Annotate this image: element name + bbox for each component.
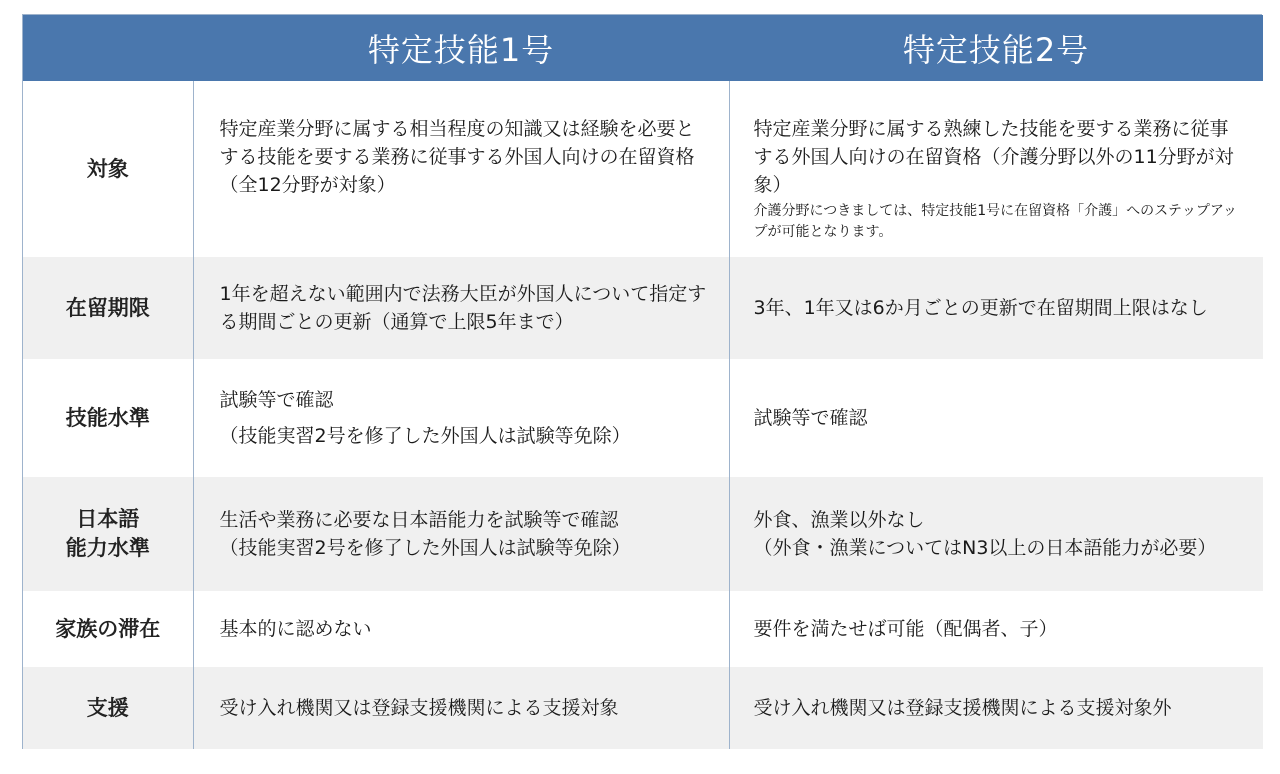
cell-text: 特定産業分野に属する熟練した技能を要する業務に従事する外国人向けの在留資格（介護分野以外の11分野が対象） — [753, 118, 1234, 196]
row-label-period: 在留期限 — [23, 257, 193, 359]
row-label-support: 支援 — [23, 667, 193, 749]
row-label-line-2: 能力水準 — [65, 536, 150, 560]
cell-skill-level-2 — [729, 359, 1263, 477]
cell-text: 受け入れ機関又は登録支援機関による支援対象 — [219, 697, 619, 719]
cell-family-1 — [193, 591, 729, 667]
table-row — [23, 667, 1263, 749]
cell-text-line-2: （外食・漁業についてはN3以上の日本語能力が必要） — [753, 537, 1217, 559]
cell-period-1 — [193, 257, 729, 359]
cell-japanese-level-2 — [729, 477, 1263, 591]
cell-note: 介護分野につきましては、特定技能1号に在留資格「介護」へのステップアップが可能となります。 — [753, 203, 1237, 240]
row-label-skill-level: 技能水準 — [23, 359, 193, 477]
comparison-table — [22, 14, 1262, 749]
row-label-target: 対象 — [23, 81, 193, 257]
row-label-family: 家族の滞在 — [23, 591, 193, 667]
table-header — [23, 15, 1263, 81]
cell-support-2 — [729, 667, 1263, 749]
cell-text-line-1: 試験等で確認 — [219, 389, 334, 411]
cell-text: 基本的に認めない — [219, 618, 372, 640]
table-row — [23, 81, 1263, 257]
header-corner — [23, 15, 193, 81]
cell-text-line-1: 生活や業務に必要な日本語能力を試験等で確認 — [219, 509, 619, 531]
cell-text: 要件を満たせば可能（配偶者、子） — [753, 618, 1058, 640]
cell-text: 1年を超えない範囲内で法務大臣が外国人について指定する期間ごとの更新（通算で上限5年まで） — [219, 283, 707, 333]
cell-support-1 — [193, 667, 729, 749]
cell-skill-level-1 — [193, 359, 729, 477]
cell-text: 試験等で確認 — [753, 407, 868, 429]
row-label-line-1: 日本語 — [76, 507, 140, 531]
cell-text: 受け入れ機関又は登録支援機関による支援対象外 — [753, 697, 1172, 719]
table-row — [23, 257, 1263, 359]
cell-target-1 — [193, 81, 729, 257]
cell-target-2 — [729, 81, 1263, 257]
cell-period-2 — [729, 257, 1263, 359]
cell-text: 3年、1年又は6か月ごとの更新で在留期間上限はなし — [753, 297, 1208, 319]
row-label-japanese-level — [23, 477, 193, 591]
cell-text-line-2: （技能実習2号を修了した外国人は試験等免除） — [219, 425, 631, 447]
table-row — [23, 359, 1263, 477]
cell-text-line-1: 外食、漁業以外なし — [753, 509, 925, 531]
table-body — [23, 81, 1263, 749]
cell-text: 特定産業分野に属する相当程度の知識又は経験を必要とする技能を要する業務に従事する外国人向けの在留資格（全12分野が対象） — [219, 118, 695, 196]
cell-text-line-2: （技能実習2号を修了した外国人は試験等免除） — [219, 537, 631, 559]
header-tokutei-1: 特定技能1号 — [193, 15, 729, 81]
header-tokutei-2: 特定技能2号 — [729, 15, 1263, 81]
comparison-table-grid — [23, 15, 1263, 749]
table-row — [23, 591, 1263, 667]
table-row — [23, 477, 1263, 591]
cell-japanese-level-1 — [193, 477, 729, 591]
cell-family-2 — [729, 591, 1263, 667]
